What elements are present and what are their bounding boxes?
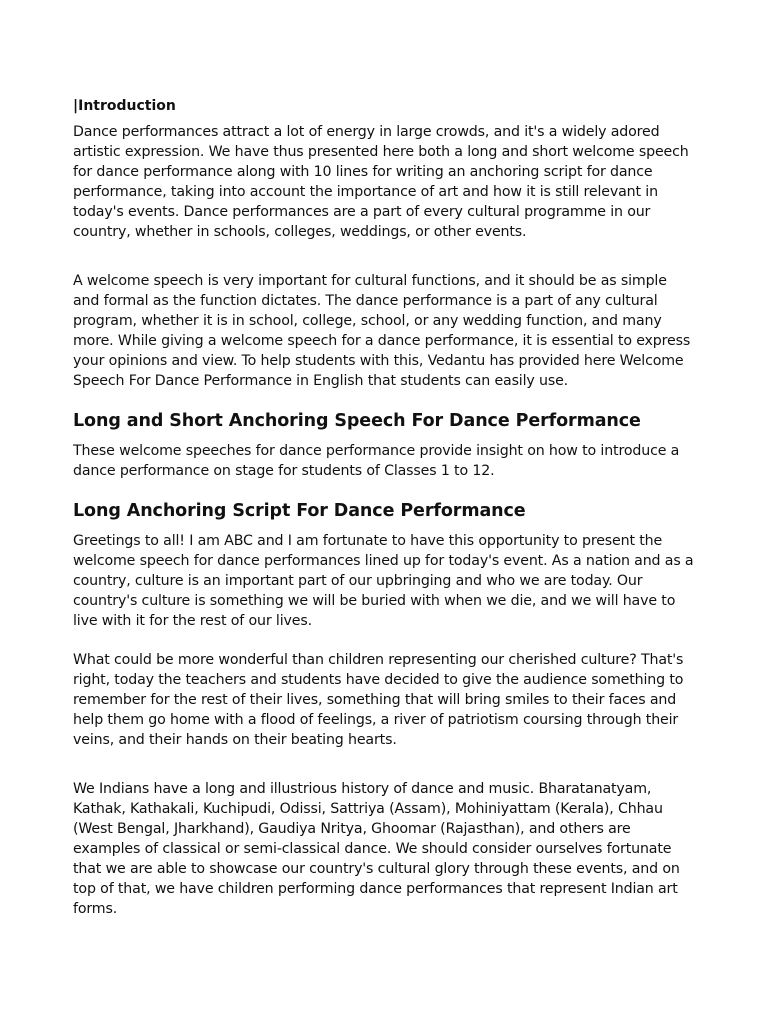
document-page — [73, 96, 695, 919]
intro-paragraph-2: A welcome speech is very important for cultural functions, and it should be as simple and formal as the function dictates. The dance performance is a part of any cultural program, whether it is in school, college, school, or any wedding function, and many more. While giving a welcome speech for a dance performance, it is essential to express your opinions and view. To help students with this, Vedantu has provided here Welcome Speech For Dance Performance in English that students can easily use. — [73, 273, 691, 389]
long-script-paragraph-3: We Indians have a long and illustrious history of dance and music. Bharatanatyam, Kathak, Kathakali, Kuchipudi, Odissi, Sattriya (Assam), Mohiniyattam (Kerala), Chhau (West Bengal, Jharkhand), Gaudiya Nritya, Ghoomar (Rajasthan), and others are examples of classical or semi-classical dance. We should consider ourselves fortunate that we are able to showcase our country's cultural glory through these events, and on top of that, we have children performing dance performances that represent Indian art forms. — [73, 781, 680, 917]
long-script-paragraph-1: Greetings to all! I am ABC and I am fortunate to have this opportunity to present the welcome speech for dance performances lined up for today's event. As a nation and as a country, culture is an important part of our upbringing and who we are today. Our country's culture is something we will be buried with when we die, and we will have to live with it for the rest of our lives. — [73, 533, 694, 629]
section-heading-long-script: Long Anchoring Script For Dance Performance — [73, 501, 526, 521]
section-heading-anchoring-speech: Long and Short Anchoring Speech For Dance Performance — [73, 411, 641, 431]
long-script-paragraph-2: What could be more wonderful than children representing our cherished culture? That's right, today the teachers and students have decided to give the audience something to remember for the rest of their lives, something that will bring smiles to their faces and help them go home with a flood of feelings, a river of patriotism coursing through their veins, and their hands on their beating hearts. — [73, 652, 684, 748]
section-1-paragraph: These welcome speeches for dance performance provide insight on how to introduce a dance performance on stage for students of Classes 1 to 12. — [73, 443, 680, 479]
intro-paragraph-1: Dance performances attract a lot of energy in large crowds, and it's a widely adored artistic expression. We have thus presented here both a long and short welcome speech for dance performance along with 10 lines for writing an anchoring script for dance performance, taking into account the importance of art and how it is still relevant in today's events. Dance performances are a part of every cultural programme in our country, whether in schools, colleges, weddings, or other events. — [73, 124, 689, 240]
introduction-label: |Introduction — [73, 98, 176, 114]
